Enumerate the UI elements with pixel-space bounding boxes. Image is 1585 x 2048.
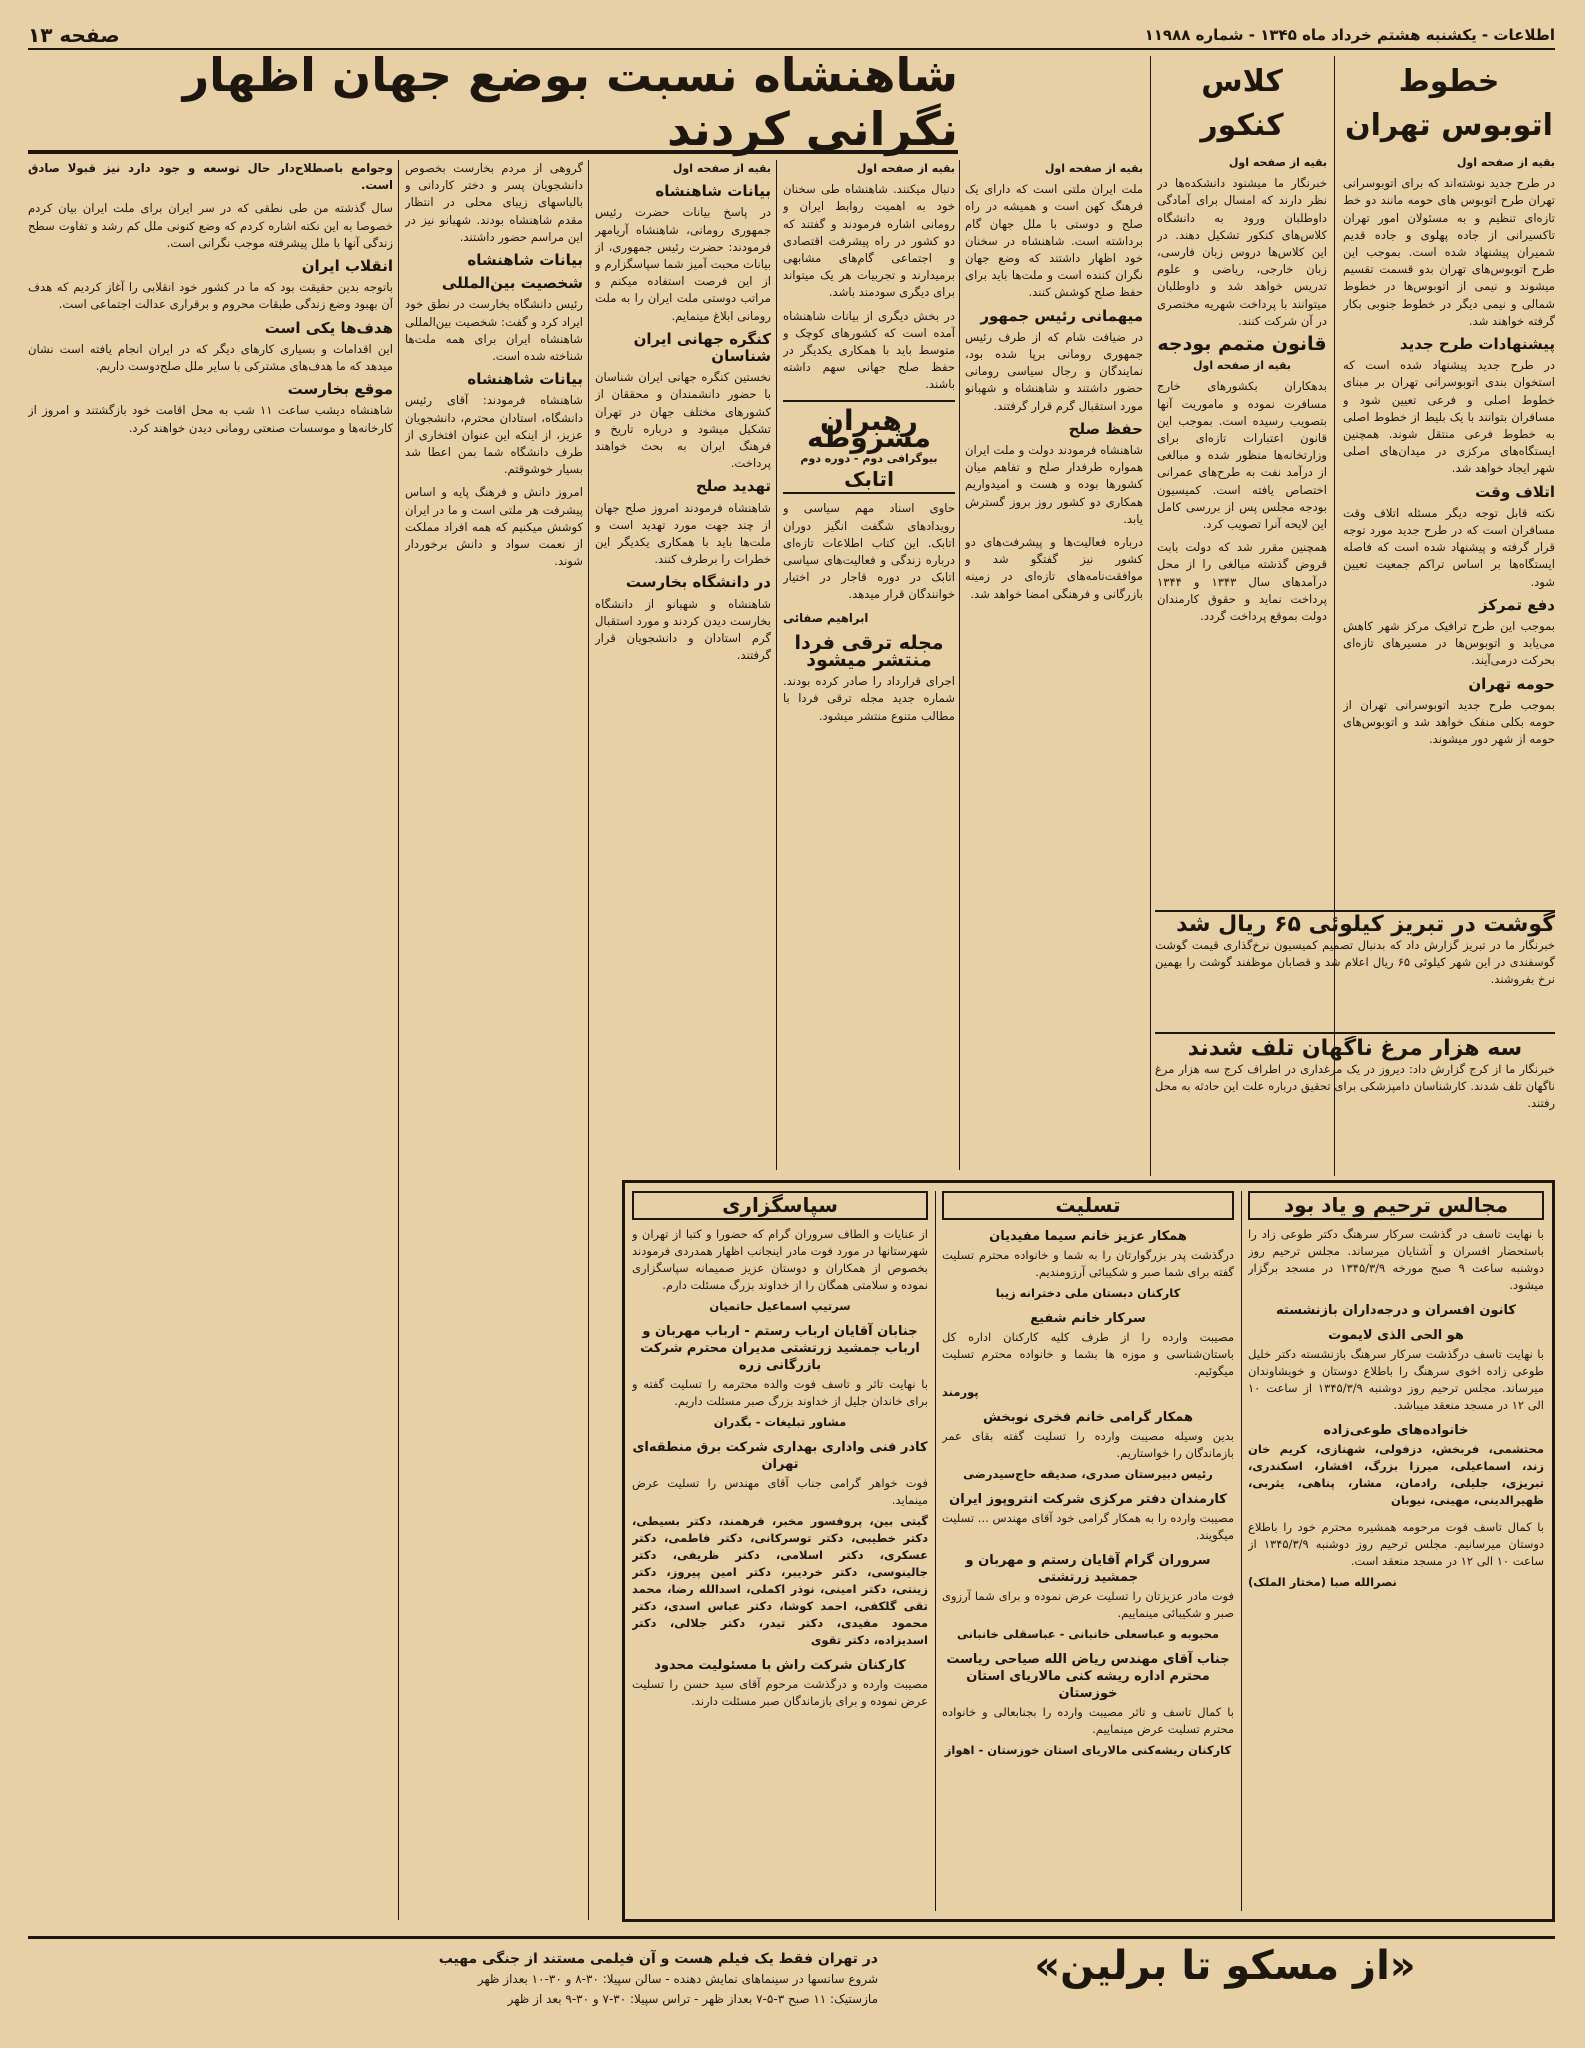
c-sub-2: حفظ صلح [1068, 419, 1143, 438]
bus-sub-3: دفع تمرکز [1478, 595, 1555, 614]
masthead-strip [28, 22, 1555, 50]
e-sub-1: بیانات شاهنشاه [655, 182, 771, 201]
condolence-column [942, 1191, 1234, 1911]
condolence-p2: مصیبت وارده را از طرف کلیه کارکنان اداره کل باستان‌شناسی و موزه ها بشما و خانواده محترم تسلیت میگوئیم. [942, 1330, 1234, 1378]
movie-line-1: در تهران فقط یک فیلم هست و آن فیلمی مستند از جنگی مهیب [438, 1951, 878, 1967]
f-body-2: رئیس دانشگاه بخارست در نطق خود ایراد کرد و گفت: شخصیت بین‌المللی شاهنشاه ایران برای همه ملت‌ها شناخته شده است. [405, 297, 583, 364]
f-sub-2: شخصیت بین‌المللی [441, 274, 583, 293]
chicken-body: خبرنگار ما از کرج گزارش داد: دیروز در یک مرغداری در اطراف کرج سه هزار مرغ ناگهان تلف شدند. کارشناسان دامپزشکی برای تحقیق درباره علت این حادثه به محل رفتند. [1155, 1062, 1555, 1110]
newspaper-page [28, 22, 1555, 2028]
f-body-1: گروهی از مردم بخارست بخصوص دانشجویان پسر و دختر کاردانی و بالباسهای زیبای محلی در انتظار مقدم شاهنشاه بودند. شهبانو نیز در این مراسم حضور داشتند. [405, 161, 583, 244]
bus-sub-2: اتلاف وقت [1475, 482, 1555, 501]
constitution-name: اتابک [844, 467, 894, 492]
gratitude-sig2: مشاور تبلیغات - بگدران [713, 1415, 847, 1429]
d-body-3: حاوی اسناد مهم سیاسی و رویدادهای شگفت انگیز دوران اتابک. این کتاب اطلاعات تازه‌ای درباره زندگی و فعالیت‌های سیاسی اتابک در دوره قاجار در اختیار خوانندگان قرار میدهد. [783, 501, 955, 602]
gratitude-p3: فوت خواهر گرامی جناب آقای مهندس را تسلیت عرض مینماید. [632, 1476, 928, 1507]
condolence-h5: سروران گرام آقایان رستم و مهربان و جمشید زرتشتی [965, 1553, 1211, 1585]
memorial-families: خانواده‌های طوعی‌زاده [1323, 1423, 1469, 1438]
d-body-4: اجرای قرارداد را صادر کرده بودند. شماره جدید مجله ترقی فردا با مطالب متنوع منتشر میشود. [783, 674, 955, 723]
memorial-text-2: با نهایت تاسف درگذشت سرکار سرهنگ بازنشسته دکتر خلیل طوعی زاده اخوی سرهنگ را باطلاع دوستان و خویشاوندان میرساند. مجلس ترحیم روز دوشنبه ۱۳۴۵/۳/۹ از ساعت ۱۰ الی ۱۲ در مسجد منعقد میباشد. [1248, 1347, 1544, 1412]
gratitude-p4: مصیبت وارده و درگذشت مرحوم آقای سید حسن را تسلیت عرض نموده و برای بازماندگان صبر مسئلت دارند. [632, 1677, 928, 1708]
c-sub-1: میهمانی رئیس جمهور [980, 306, 1143, 325]
gratitude-list: گیتی بین، پروفسور مخبر، فرهمند، دکتر بسیطی، دکتر خطیبی، دکتر توسرکانی، دکتر فاطمی، دکتر عسکری، دکتر اسلامی، دکتر ظریفی، دکتر جالینوسی، دکتر خردیبر، دکتر امین پیروز، دکتر زینتی، دکتر امینی، نوذر اکملی، اسدالله رضا، محمد تقی گلکفی، احمد کوشا، دکتر عباس اسدی، دکتر محمود مفیدی، دکتر تیدر، دکتر جلالی، دکتر اسدیزاده، دکتر تقوی [632, 1514, 928, 1647]
magazine-title: مجله ترقی فردا منتشر میشود [794, 631, 944, 672]
konkur-lead: بقیه از صفحه اول [1228, 156, 1327, 169]
gratitude-h2: کادر فنی وادارى بهداری شرکت برق منطقه‌ای تهران [632, 1440, 928, 1472]
budget-title: قانون متمم بودجه [1157, 333, 1327, 356]
d-lead: بقیه از صفحه اول [856, 162, 955, 175]
condolence-sig3: رئیس دبیرستان صدری، صدیقه حاج‌سیدرضی [963, 1467, 1213, 1481]
gratitude-h3: کارکنان شرکت راش با مسئولیت محدود [654, 1658, 906, 1673]
condolence-p1: درگذشت پدر بزرگوارتان را به شما و خانواده محترم تسلیت گفته برای شما صبر و شکیبائی آرزومندیم. [942, 1248, 1234, 1279]
column-rule [959, 160, 960, 1170]
g-sub-2: هدف‌ها یکی است [264, 318, 393, 337]
konkur-body-1: خبرنگار ما میشنود دانشکده‌ها در نظر دارند که امسال برای آمادگی داوطلبان ورود به دانشگاه کلاس‌های کنکور تشکیل دهند. در این کلاس‌ها دروس زبان فارسی، زبان خارجی، ریاضی و علوم تدریس خواهد شد و داوطلبان میتوانند با پرداخت شهریه مختصری در آن شرکت کنند. [1157, 176, 1327, 328]
meat-body: خبرنگار ما در تبریز گزارش داد که بدنبال تصمیم کمیسیون نرخ‌گذاری قیمت گوشت گوسفندی در این شهر کیلوئی ۶۵ ریال اعلام شد و قصابان موظفند گوشت را بهمین نرخ بفروشند. [1155, 938, 1555, 986]
bus-body-5: بموجب طرح جدید اتوبوسرانی تهران از حومه بکلی منفک خواهد شد و اتوبوس‌های حومه از شهر دور میشوند. [1343, 697, 1555, 747]
column-c [965, 160, 1143, 780]
konkur-body-2: بدهکاران بکشورهای خارج مسافرت نموده و ماموریت آنها بتصویب رسیده است. بموجب این قانون اعتبارات تازه‌ای برای وزارتخانه‌ها منظور شده و مبالغی از درآمد نفت به طرح‌های عمرانی اختصاص یافته است. کمیسیون بودجه مجلس پس از بررسی کامل این لایحه آنرا تصویب کرد. [1157, 379, 1327, 532]
column-rule [588, 160, 589, 1920]
konkur-title: کلاس کنکور [1200, 64, 1284, 143]
d-body-1: دنبال میکنند. شاهنشاه طی سخنان خود به اهمیت روابط ایران و رومانی اشاره فرمودند و گفتند که دو کشور در راه پیشرفت اقتصادی و اجتماعی گام‌های مشابهی برمیدارند و تجربیات هر یک میتواند برای دیگری سودمند باشد. [783, 182, 955, 300]
c-body-4: درباره فعالیت‌ها و پیشرفت‌های دو کشور نیز گفتگو شد و موافقت‌نامه‌های تازه‌ای در زمینه بازرگانی و فرهنگی امضا خواهد شد. [965, 535, 1143, 601]
c-lead: بقیه از صفحه اول [1044, 162, 1143, 175]
memorial-sign-1: کانون افسران و درجه‌داران بازنشسته [1276, 1303, 1516, 1318]
column-f [405, 160, 583, 1920]
budget-lead: بقیه از صفحه اول [1192, 359, 1292, 373]
column-rule [398, 160, 399, 1920]
memorial-heading-2: هو الحی الذی لایموت [1328, 1328, 1464, 1343]
gratitude-column [632, 1191, 928, 1911]
memorial-heading: مجالس ترحیم و یاد بود [1248, 1191, 1544, 1220]
g-sub-1: انقلاب ایران [301, 257, 393, 276]
condolence-sig6: کارکنان ریشه‌کنی مالاریای استان خوزستان - اهواز [944, 1743, 1232, 1757]
condolence-sig1: کارکنان دبستان ملی دخترانه زیبا [995, 1286, 1181, 1300]
column-d [783, 160, 955, 1170]
g-body-3: باتوجه بدین حقیقت بود که ما در کشور خود انقلابی را آغاز کردیم که هدف آن بهبود وضع زندگی طبقات محروم و برقراری عدالت اجتماعی است. [28, 280, 393, 312]
g-body-1: وجوامع باصطلاح‌دار حال توسعه و جود دارد نیز قبولا صادق است. [28, 161, 393, 193]
main-headline-banner [28, 48, 958, 156]
konkur-body-3: همچنین مقرر شد که دولت بابت قروض گذشته مبالغی را از محل درآمدهای سال ۱۳۴۳ و ۱۳۴۴ پرداخت نماید و حقوق کارمندان دولت بموقع پرداخت گردد. [1157, 540, 1327, 624]
column-rule [1150, 56, 1151, 1176]
main-headline: شاهنشاه نسبت بوضع جهان اظهار نگرانی کردند [182, 48, 958, 156]
announcements-box [622, 1180, 1555, 1922]
movie-line-2: شروع سانسها در سینماهای نمایش دهنده - سالن سپیلا: ۳۰-۸ و ۳۰-۱۰ بعداز ظهر [477, 1972, 878, 1986]
f-sub-3: بیانات شاهنشاه [467, 370, 583, 389]
column-konkur [1157, 56, 1327, 906]
chicken-title: سه هزار مرغ ناگهان تلف شدند [1187, 1036, 1523, 1061]
column-g [28, 160, 393, 1920]
memorial-text-1: با نهایت تاسف در گذشت سرکار سرهنگ دکتر طوعی زاد را باستحضار افسران و آشنایان میرساند. مجلس ترحیم روز دوشنبه ساعت ۹ صبح مورخه ۱۳۴۵/۳/۹ در مسجد برگزار میشود. [1248, 1227, 1544, 1292]
meat-box [1155, 910, 1555, 1034]
bus-sub-4: حومه تهران [1468, 674, 1555, 693]
movie-details [38, 1949, 878, 2009]
c-body-2: در ضیافت شام که از طرف رئیس جمهوری رومانی برپا شده بود، نمایندگان و رجال سیاسی رومانی حضور داشتند و شاهنشاه و شهبانو مورد استقبال گرم قرار گرفتند. [965, 329, 1143, 413]
gratitude-h1: جنابان آقایان ارباب رستم - ارباب مهربان و ارباب جمشید زرتشتی مدیران محترم شرکت بازرگانی زره [640, 1324, 920, 1373]
bus-lead: بقیه از صفحه اول [1456, 156, 1555, 169]
page-number: صفحه ۱۳ [28, 23, 120, 47]
e-sub-3: تهدید صلح [695, 477, 771, 496]
g-sub-3: موقع بخارست [287, 380, 393, 399]
condolence-h6: جناب آقای مهندس ریاض الله صیاحی ریاست محترم اداره ریشه کنی مالاریای استان خوزستان [946, 1652, 1230, 1701]
e-body-2: نخستین کنگره جهانی ایران شناسان با حضور دانشمندان و محققان از کشورهای مختلف جهان در تهران تشکیل میشود و درباره تاریخ و فرهنگ ایران به بحث خواهند پرداخت. [595, 370, 771, 471]
memorial-family-list: محتشمی، فربخش، دزفولی، شهنازی، کریم خان زند، اسماعیلی، میرزا بزرگ، افشار، اسکندری، تبریزی، جلیلی، رادمان، مشار، پناهی، یثربی، ظهیرالدینی، مهینی، نیوبان [1248, 1442, 1544, 1507]
bus-body-2: در طرح جدید پیشنهاد شده است که استخوان بندی اتوبوسرانی تهران بر مبنای خطوط اصلی و فرعی تعیین شود و مسافران بتوانند با یک بلیط از خطوط اصلی به خطوط فرعی منتقل شوند. همچنین ایستگاه‌های مرکزی در میدان‌های اصلی شهر ایجاد خواهد شد. [1343, 358, 1555, 476]
f-sub-1: بیانات شاهنشاه [467, 251, 583, 270]
condolence-p6: با کمال تاسف و تاثر مصیبت وارده را بجنابعالی و خانواده محترم تسلیت عرض مینماییم. [942, 1705, 1234, 1736]
memorial-column [1248, 1191, 1544, 1911]
memorial-text-3: با کمال تاسف فوت مرحومه همشیره محترم خود را باطلاع دوستان میرسانیم. مجلس ترحیم روز دوشنبه ۱۳۴۵/۳/۹ از ساعت ۱۰ الی ۱۲ در مسجد منعقد است. [1248, 1520, 1544, 1568]
gratitude-p2: با نهایت تاثر و تاسف فوت والده محترمه را تسلیت گفته و برای خاندان جلیل از خداوند بزرگ صبر مسئلت داریم. [632, 1377, 928, 1408]
g-body-4: این اقدامات و بسیاری کارهای دیگر که در ایران انجام یافته است نشان میدهد که ما هدف‌های مشترکی با سایر ملل صلح‌دوست داریم. [28, 341, 393, 374]
f-body-3: شاهنشاه فرمودند: آقای رئیس دانشگاه، استادان محترم، دانشجویان عزیز، از اینکه این عنوان افتخاری از طرف دانشگاه شما بمن اعطا شد بسیار خوشوقتم. [405, 393, 583, 477]
e-sub-2: کنگره جهانی ایران شناسان [633, 329, 771, 366]
d-body-2: در بخش دیگری از بیانات شاهنشاه آمده است که کشورهای کوچک و متوسط باید با همکاری یکدیگر در حفظ صلح جهانی سهم داشته باشند. [783, 308, 955, 392]
e-lead: بقیه از صفحه اول [672, 162, 771, 175]
condolence-p5: فوت مادر عزیزتان را تسلیت عرض نموده و برای شما آرزوی صبر و شکیبائی مینماییم. [942, 1589, 1234, 1620]
gratitude-heading: سپاسگزاری [632, 1191, 928, 1220]
condolence-h4: کارمندان دفتر مرکزی شرکت انتروپوز ایران [949, 1492, 1227, 1507]
condolence-h1: همکار عزیز خانم سیما مفیدیان [989, 1229, 1187, 1244]
c-body-3: شاهنشاه فرمودند دولت و ملت ایران همواره طرفدار صلح و تفاهم میان کشورها بوده و هست و امیدواریم همکاری دو کشور روز بروز گسترش یابد. [965, 443, 1143, 526]
meat-title: گوشت در تبریز کیلوئی ۶۵ ریال شد [1176, 912, 1555, 937]
movie-ad-footer [28, 1936, 1555, 2031]
column-rule [776, 160, 777, 1170]
condolence-sig2: پورمند [942, 1385, 979, 1399]
condolence-sig5: محبوبه و عباسعلی خانبانی - عباسقلی خانبانی [956, 1627, 1220, 1641]
bus-title: خطوط اتوبوس تهران [1345, 64, 1553, 143]
d-author: ابراهیم صفائی [783, 610, 869, 625]
condolence-h3: همکار گرامی خانم فخری نوبخش [983, 1410, 1193, 1425]
e-body-1: در پاسخ بیانات حضرت رئیس جمهوری رومانی، شاهنشاه آریامهر فرمودند: حضرت رئیس جمهوری، از بیانات محبت آمیز شما سپاسگزارم و از این فرصت استفاده میکنم و مراتب دوستی ملت ایران را به ملت رومانی ابلاغ مینمایم. [595, 205, 771, 323]
condolence-p3: بدین وسیله مصیبت وارده را تسلیت گفته بقای عمر بازماندگان را خواستاریم. [942, 1429, 1234, 1460]
movie-title: «از مسکو تا برلین» [1034, 1943, 1416, 1989]
announce-rule [1241, 1191, 1242, 1911]
e-sub-4: در دانشگاه بخارست [625, 573, 771, 592]
condolence-h2: سرکار خانم شفیع [1030, 1311, 1146, 1326]
bus-body-1: در طرح جدید نوشته‌اند که برای اتوبوسرانی تهران طرح اتوبوس های حومه مانند دو خط تازه‌ای تنظیم و به مسئولان امور تهران تاکسیرانی از جاده پهلوی و جاده قدیم شمیران پیشنهاد شده است. بموجب این طرح اتوبوس‌های تهران بدو قسمت تقسیم میشوند و نیمی از اتوبوس‌ها در خطوط شمالی و نیمی دیگر در خطوط جنوبی بکار گرفته خواهند شد. [1343, 176, 1555, 328]
constitution-note: بیوگرافی دوم - دوره دوم [800, 452, 938, 466]
chicken-box [1155, 1036, 1555, 1172]
masthead: اطلاعات - یکشنبه هشتم خرداد ماه ۱۳۴۵ - شماره ۱۱۹۸۸ [1144, 26, 1555, 44]
bus-body-4: بموجب این طرح ترافیک مرکز شهر کاهش می‌یابد و اتوبوس‌ها در مسیرهای تازه‌ای بحرکت درمی‌آیند. [1343, 619, 1555, 668]
constitution-leaders-box [783, 400, 955, 495]
gratitude-p1: از عنایات و الطاف سروران گرام که حضورا و کتبا از تهران و شهرستانها در مورد فوت مادر اینجانب اظهار همدردی فرمودند بخصوص از همکاران و دوستان عزیز صمیمانه سپاسگزاری نموده و سلامتی همگان را از خداوند بزرگ مسئلت دارم. [632, 1227, 928, 1292]
constitution-title: رهبران مشروطه [806, 403, 931, 454]
f-body-4: امروز دانش و فرهنگ پایه و اساس پیشرفت هر ملتی است و ما در ایران کوشش میکنیم که همه افراد مملکت از نعمت سواد و دانش برخوردار شوند. [405, 485, 583, 569]
g-body-5: شاهنشاه دیشب ساعت ۱۱ شب به محل اقامت خود بازگشتند و امروز از کارخانه‌ها و موسسات صنعتی رومانی دیدن خواهند کرد. [28, 403, 393, 435]
bus-sub-1: پیشنهادات طرح جدید [1399, 335, 1555, 354]
condolence-p4: مصیبت وارده را به همکار گرامی خود آقای مهندس ... تسلیت میگویند. [942, 1511, 1234, 1542]
announce-rule [935, 1191, 936, 1911]
condolence-heading: تسلیت [942, 1191, 1234, 1220]
e-body-3: شاهنشاه فرمودند امروز صلح جهان از چند جهت مورد تهدید است و ملت‌ها باید با همکاری یکدیگر این خطرات را برطرف کنند. [595, 500, 771, 567]
gratitude-sig1: سرتیپ اسماعیل حاتمیان [709, 1299, 851, 1313]
movie-line-3: مازستیک: ۱۱ صبح ۳-۵-۷ بعداز ظهر - تراس سپیلا: ۳۰-۷ و ۳۰-۹ بعد از ظهر [507, 1992, 878, 2006]
g-body-2: سال گذشته من طی نطقی که در سر ایران برای ملت ایران بیان کردم خصوصا به این نکته اشاره کردم که وضع کنونی ملل کم رشد و تفاوت سطح زندگی آنها با ملل پیشرفته موجب نگرانی است. [28, 201, 393, 250]
memorial-signature: نصرالله صبا (مختار الملک) [1248, 1575, 1397, 1589]
c-body-1: ملت ایران ملتی است که دارای یک فرهنگ کهن است و همیشه در راه صلح و دوستی با ملل جهان گام برداشته است. شاهنشاه در سخنان خود اظهار داشتند که وضع جهان نگران کننده است و ملت‌ها باید برای حفظ صلح کوشش کنند. [965, 182, 1143, 300]
bus-body-3: نکته قابل توجه دیگر مسئله اتلاف وقت مسافران است که در طرح جدید مورد توجه قرار گرفته و پیشنهاد شده است که فاصله ایستگاه‌ها بر اساس تراکم جمعیت تعیین شود. [1343, 505, 1555, 589]
e-body-4: شاهنشاه و شهبانو از دانشگاه بخارست دیدن کردند و مورد استقبال گرم استادان و دانشجویان قرار گرفتند. [595, 596, 771, 663]
